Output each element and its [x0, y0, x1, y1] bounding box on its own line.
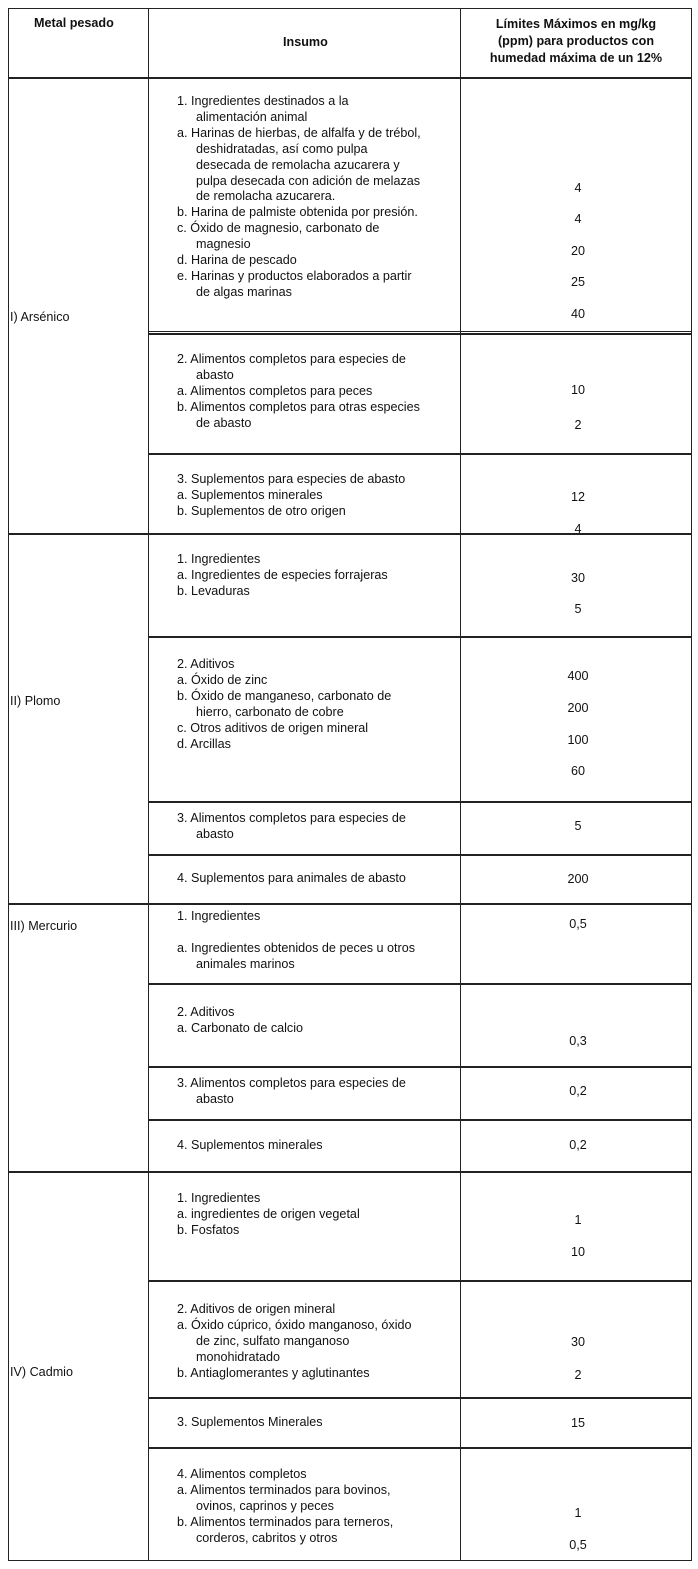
metal-name: II) Plomo: [10, 694, 61, 708]
limit-value: 2: [574, 418, 582, 432]
limit-cell: [460, 904, 692, 984]
insumo-line: deshidratadas, así como pulpa: [196, 141, 368, 156]
insumo-line: 4. Suplementos para animales de abasto: [177, 871, 406, 885]
insumo-line: e. Harinas y productos elaborados a partir: [177, 268, 412, 283]
insumo-line: de abasto: [196, 415, 252, 430]
insumo-line: 2. Alimentos completos para especies de: [177, 352, 406, 366]
limit-value: 30: [570, 1335, 585, 1349]
header-limits-line: Límites Máximos en mg/kg: [495, 17, 657, 31]
limit-value: 100: [567, 733, 589, 747]
insumo-line: a. Carbonato de calcio: [177, 1020, 304, 1035]
limit-value: 1: [574, 1213, 582, 1227]
insumo-line: b. Suplementos de otro origen: [177, 503, 346, 518]
insumo-line: a. Ingredientes obtenidos de peces u otros: [177, 940, 416, 955]
limit-value: 0,2: [569, 1084, 587, 1098]
limit-value: 1: [574, 1506, 582, 1520]
metal-cell: [8, 534, 149, 904]
insumo-line: 1. Ingredientes destinados a la: [177, 94, 349, 108]
limit-value: 20: [570, 244, 585, 258]
insumo-line: b. Antiaglomerantes y aglutinantes: [177, 1365, 370, 1380]
insumo-line: 2. Aditivos: [177, 1005, 235, 1019]
insumo-line: b. Fosfatos: [177, 1222, 240, 1237]
limit-value: 12: [570, 490, 585, 504]
insumo-line: b. Alimentos completos para otras especies: [177, 399, 420, 414]
insumo-line: monohidratado: [196, 1349, 281, 1364]
insumo-line: abasto: [196, 367, 234, 382]
insumo-cell: [148, 802, 461, 855]
header-limits-line: (ppm) para productos con: [497, 34, 655, 48]
insumo-line: 1. Ingredientes: [177, 1191, 261, 1205]
header-metal: Metal pesado: [34, 16, 114, 30]
limit-value: 0,3: [569, 1034, 587, 1048]
insumo-line: de zinc, sulfato manganoso: [196, 1333, 350, 1348]
limits-table: [8, 8, 692, 1561]
insumo-line: a. Ingredientes de especies forrajeras: [177, 567, 388, 582]
insumo-line: 3. Alimentos completos para especies de: [177, 1076, 406, 1090]
limit-value: 15: [570, 1416, 585, 1430]
metal-name: I) Arsénico: [10, 310, 70, 324]
insumo-line: abasto: [196, 826, 234, 841]
insumo-line: ovinos, caprinos y peces: [196, 1498, 334, 1513]
limit-cell: [460, 78, 692, 334]
limit-value: 4: [574, 212, 582, 226]
limit-cell: [460, 984, 692, 1067]
insumo-line: a. Óxido de zinc: [177, 672, 268, 687]
insumo-line: desecada de remolacha azucarera y: [196, 157, 400, 172]
limit-value: 200: [567, 872, 589, 886]
limit-value: 5: [574, 602, 582, 616]
header-limits-line: humedad máxima de un 12%: [489, 51, 663, 65]
limit-value: 10: [570, 1245, 585, 1259]
insumo-line: magnesio: [196, 237, 251, 252]
insumo-line: animales marinos: [196, 956, 295, 971]
insumo-line: 1. Ingredientes: [177, 909, 261, 923]
limit-value: 5: [574, 819, 582, 833]
limit-value: 4: [574, 181, 582, 195]
insumo-line: 2. Aditivos: [177, 657, 235, 671]
limit-value: 40: [570, 307, 585, 321]
limit-value: 0,5: [569, 1538, 587, 1552]
insumo-line: de remolacha azucarera.: [196, 189, 336, 204]
insumo-line: alimentación animal: [196, 109, 308, 124]
insumo-line: 4. Suplementos minerales: [177, 1138, 323, 1152]
insumo-line: d. Harina de pescado: [177, 253, 297, 267]
insumo-line: 3. Alimentos completos para especies de: [177, 811, 406, 825]
limit-value: 2: [574, 1368, 582, 1382]
insumo-line: 1. Ingredientes: [177, 552, 261, 566]
insumo-line: c. Otros aditivos de origen mineral: [177, 720, 369, 735]
double-rule: [148, 331, 692, 335]
limit-value: 0,2: [569, 1138, 587, 1152]
insumo-line: a. Harinas de hierbas, de alfalfa y de trébol,: [177, 125, 421, 140]
limit-value: 4: [574, 522, 582, 536]
insumo-line: d. Arcillas: [177, 736, 231, 751]
insumo-line: c. Óxido de magnesio, carbonato de: [177, 221, 380, 236]
insumo-line: 3. Suplementos Minerales: [177, 1415, 323, 1429]
metal-cell: [8, 904, 149, 1172]
insumo-line: a. Alimentos terminados para bovinos,: [177, 1482, 391, 1497]
insumo-line: a. Alimentos completos para peces: [177, 383, 373, 398]
insumo-line: 2. Aditivos de origen mineral: [177, 1302, 336, 1316]
insumo-line: a. ingredientes de origen vegetal: [177, 1206, 360, 1221]
metal-name: IV) Cadmio: [10, 1365, 73, 1379]
limit-value: 200: [567, 701, 589, 715]
limit-value: 400: [567, 669, 589, 683]
limit-value: 25: [570, 275, 585, 289]
limit-value: 0,5: [569, 917, 587, 931]
insumo-line: b. Alimentos terminados para terneros,: [177, 1514, 394, 1529]
insumo-cell: [148, 1067, 461, 1120]
insumo-line: 3. Suplementos para especies de abasto: [177, 472, 406, 486]
metal-name: III) Mercurio: [10, 919, 78, 933]
metal-cell: [8, 78, 149, 534]
insumo-line: de algas marinas: [196, 284, 292, 299]
insumo-line: b. Óxido de manganeso, carbonato de: [177, 688, 392, 703]
insumo-line: pulpa desecada con adición de melazas: [196, 173, 421, 188]
insumo-line: hierro, carbonato de cobre: [196, 704, 344, 719]
insumo-line: 4. Alimentos completos: [177, 1467, 307, 1481]
insumo-line: a. Óxido cúprico, óxido manganoso, óxido: [177, 1317, 412, 1332]
insumo-line: corderos, cabritos y otros: [196, 1530, 338, 1545]
limit-value: 10: [570, 383, 585, 397]
insumo-line: abasto: [196, 1091, 234, 1106]
insumo-line: b. Levaduras: [177, 583, 250, 598]
limit-value: 30: [570, 571, 585, 585]
insumo-line: b. Harina de palmiste obtenida por presión.: [177, 205, 418, 220]
limit-value: 60: [570, 764, 585, 778]
header-insumo: Insumo: [283, 35, 328, 49]
insumo-line: a. Suplementos minerales: [177, 487, 323, 502]
